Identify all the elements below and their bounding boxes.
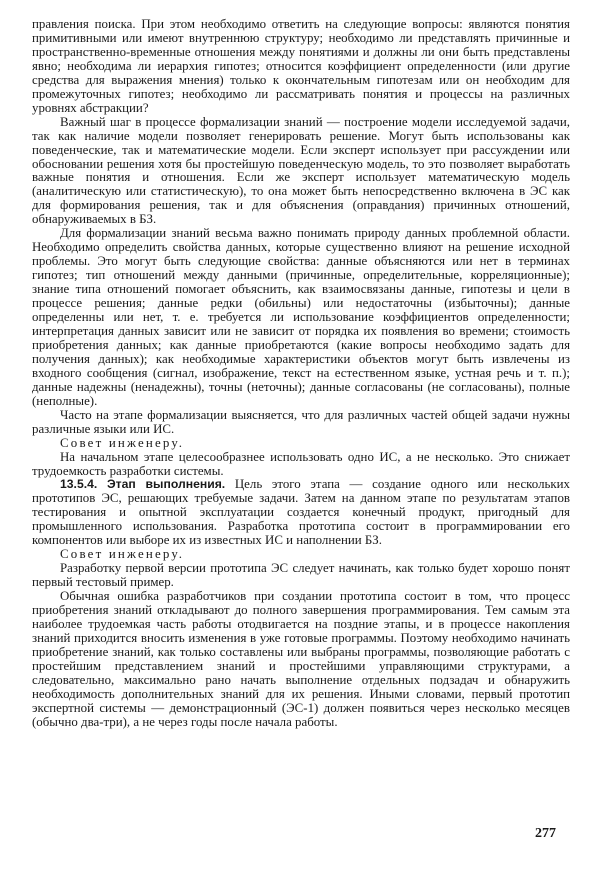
paragraph-4: Часто на этапе формализации выясняется, что для различных частей общей задачи нужны различные языки или ИС.	[32, 407, 570, 436]
advice-label-1: Совет инженеру.	[60, 435, 185, 450]
section-number: 13.5.4.	[60, 477, 98, 492]
section-body: Цель этого этапа — создание одного или нескольких прототипов ЭС, решающих требуемые задачи. Затем на данном этапе по результатам этапов тестирования и опытной эксплуатации создается конечный продукт, пригодный для промышленного использования. Разработка прототипа состоит в программировании его компонентов или выборе их из известных ИС и наполнении БЗ.	[32, 477, 570, 548]
page-text	[32, 18, 570, 730]
paragraph-2: Важный шаг в процессе формализации знаний — построение модели исследуемой задачи, так как наличие модели позволяет генерировать решение. Могут быть использованы как поведенческие, так и математические модели. Если эксперт использует при рассуждении или обосновании решения хотя бы простейшую поведенческую модель, то это позволяет выработать важные понятия и отношения. Если же эксперт использует математическую модель (аналитическую или статистическую), то она может быть непосредственно включена в ЭС как для формирования решения, так и для объяснения (оправдания) причинных отношений, обнаруживаемых в БЗ.	[32, 114, 570, 227]
paragraph-3: Для формализации знаний весьма важно понимать природу данных проблемной области. Необходимо определить свойства данных, которые существенно влияют на решение исходной проблемы. Это могут быть следующие свойства: данные объясняются или нет в терминах гипотез; тип отношений между данными (причинные, определительные, корреляционные); знание типа отношений помогает объяснить, как взаимосвязаны данные, гипотезы и цели в процессе решения; данные редки (обильны) или недостаточны (избыточны); данные определенны или нет, т. е. требуется ли использование коэффициентов определенности; интерпретация данных зависит или не зависит от порядка их появления во времени; стоимость приобретения данных; как данные приобретаются (какие вопросы необходимо задать для получения данных); как необходимые характеристики объектов могут быть извлечены из входного сообщения (сигнал, изображение, текст на естественном языке, устная речь и т. п.); данные надежны (ненадежны), точны (неточны); данные согласованы (не согласованы), полные (неполные).	[32, 226, 570, 408]
page-number: 277	[535, 826, 556, 841]
section-paragraph	[32, 478, 570, 548]
paragraph-1: правления поиска. При этом необходимо ответить на следующие вопросы: являются понятия примитивными или имеют внутреннюю структуру; необходимо ли представлять причинные и пространственно-временные отношения между понятиями и должны ли они быть представлены явно; необходима ли иерархия гипотез; относится коэффициент определенности (или другие средства для выражения мнения) только к окончательным гипотезам или он необходим для промежуточных гипотез; необходимо ли рассматривать понятия и процессы на различных уровнях абстракции?	[32, 17, 570, 115]
section-title: Этап выполнения.	[106, 477, 226, 492]
paragraph-8: Обычная ошибка разработчиков при создании прототипа состоит в том, что процесс приобретения знаний откладывают до полного завершения программирования. Тем самым эта наиболее трудоемкая часть работы отодвигается на поздние этапы, и в процессе накопления знаний приходится вносить изменения в уже готовые программы. Поэтому необходимо начинать приобретение знаний, как только составлены или выбраны программы, позволяющие работать с простейшим представлением знаний и простейшими управляющими структурами, а следовательно, максимально рано начать выполнение отдельных подзадач и обнаружить необходимость дополнительных знаний для их решения. Иными словами, первый прототип экспертной системы — демонстрационный (ЭС-1) должен появиться через несколько месяцев (обычно два-три), а не через годы после начала работы.	[32, 589, 570, 729]
paragraph-7: Разработку первой версии прототипа ЭС следует начинать, как только будет хорошо понят первый тестовый пример.	[32, 561, 570, 590]
paragraph-5: На начальном этапе целесообразнее использовать одно ИС, а не несколько. Это снижает трудоемкость разработки системы.	[32, 449, 570, 478]
advice-label-2: Совет инженеру.	[60, 547, 185, 562]
